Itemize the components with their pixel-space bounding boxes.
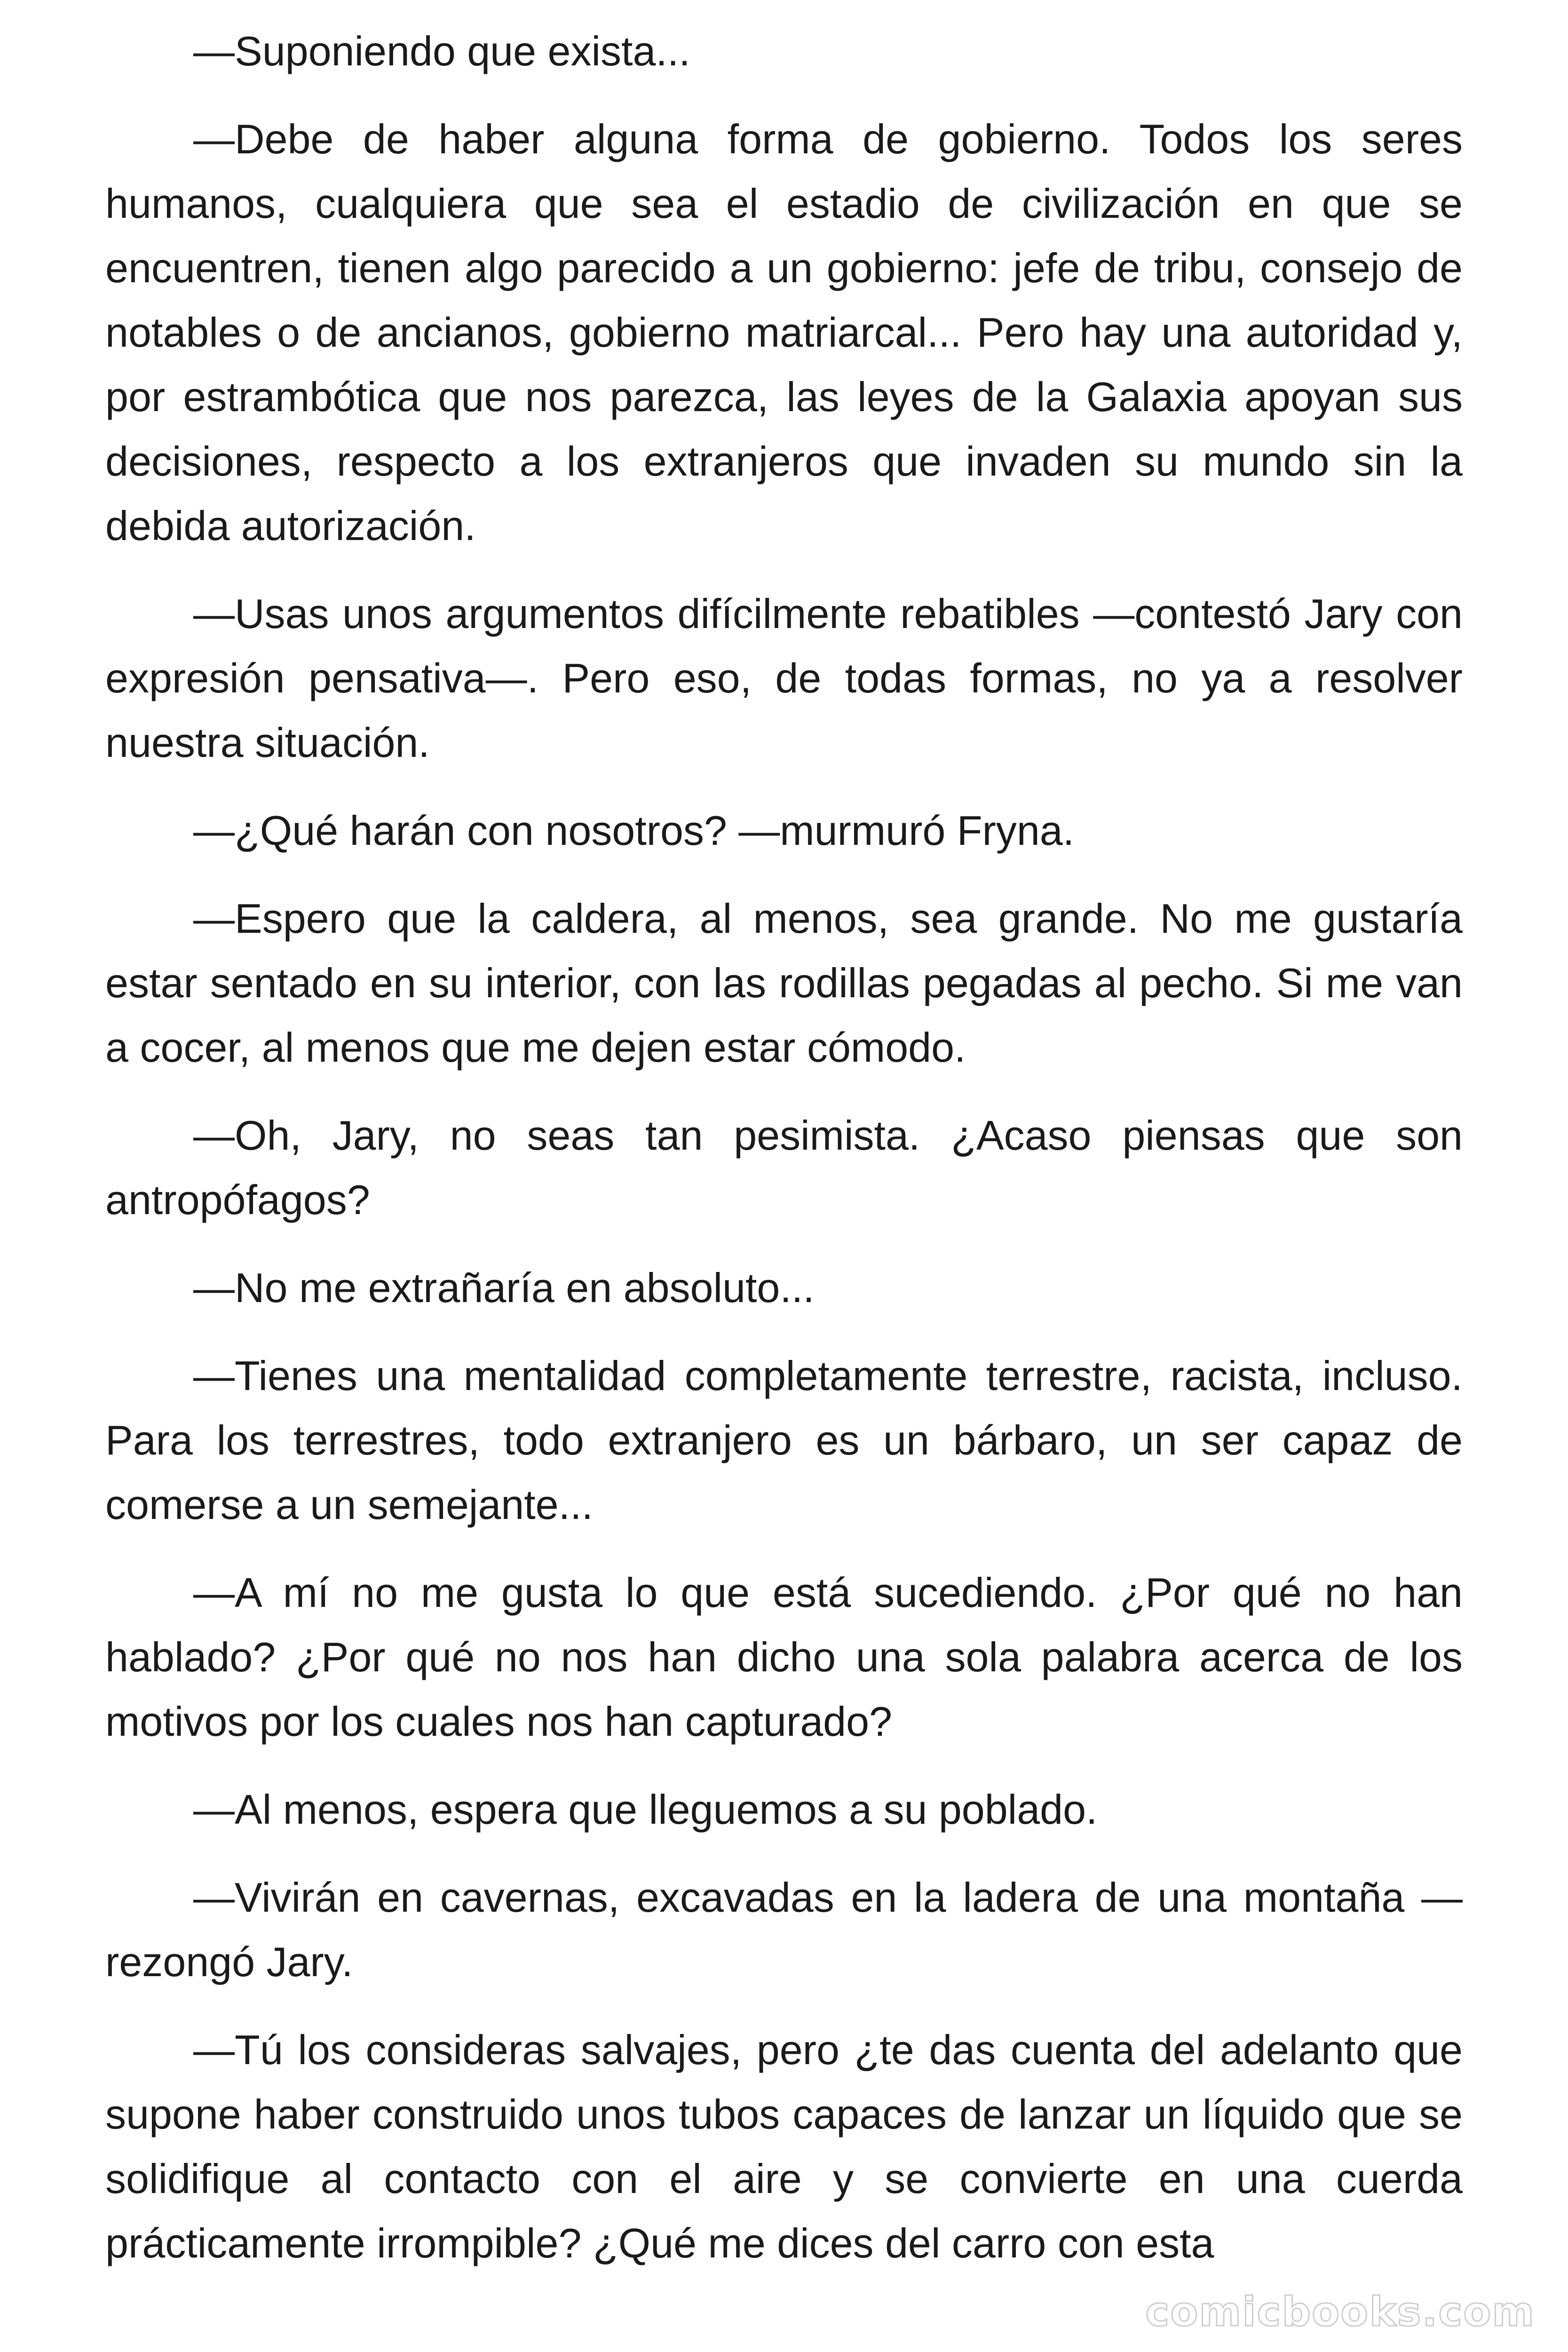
page-body (105, 19, 1463, 2299)
watermark: comicbooks.com (1145, 2288, 1535, 2336)
paragraph: —A mí no me gusta lo que está sucediendo. ¿Por qué no han hablado? ¿Por qué no nos han dicho una sola palabra acerca de los motivos por los cuales nos han capturado? (105, 1569, 1463, 1745)
paragraph: —¿Qué harán con nosotros? —murmuró Fryna. (193, 807, 1075, 854)
paragraph: —No me extrañaría en absoluto... (193, 1264, 815, 1311)
paragraph: —Debe de haber alguna forma de gobierno. Todos los seres humanos, cualquiera que sea el estadio de civilización en que se encuentren, tienen algo parecido a un gobierno: jefe de tribu, consejo de notables o de ancianos, gobierno matriarcal... Pero hay una autoridad y, por estrambótica que nos parezca, las leyes de la Galaxia apoyan sus decisiones, respecto a los extranjeros que invaden su mundo sin la debida autorización. (105, 116, 1463, 549)
paragraph: —Al menos, espera que lleguemos a su poblado. (193, 1786, 1098, 1833)
paragraph: —Suponiendo que exista... (193, 28, 690, 74)
paragraph: —Espero que la caldera, al menos, sea grande. No me gustaría estar sentado en su interior, con las rodillas pegadas al pecho. Si me van a cocer, al menos que me dejen estar cómodo. (105, 895, 1463, 1071)
paragraph: —Usas unos argumentos difícilmente rebatibles —contestó Jary con expresión pensativa—. Pero eso, de todas formas, no ya a resolver nuestra situación. (105, 590, 1463, 766)
paragraph: —Oh, Jary, no seas tan pesimista. ¿Acaso piensas que son antropófagos? (105, 1112, 1463, 1223)
paragraph: —Tienes una mentalidad completamente terrestre, racista, incluso. Para los terrestres, todo extranjero es un bárbaro, un ser capaz de comerse a un semejante... (105, 1352, 1463, 1528)
paragraph: —Tú los consideras salvajes, pero ¿te das cuenta del adelanto que supone haber construido unos tubos capaces de lanzar un líquido que se solidifique al contacto con el aire y se convierte en una cuerda prácticamente irrompible? ¿Qué me dices del carro con esta (105, 2026, 1463, 2266)
paragraph: —Vivirán en cavernas, excavadas en la ladera de una montaña —rezongó Jary. (105, 1874, 1463, 1985)
